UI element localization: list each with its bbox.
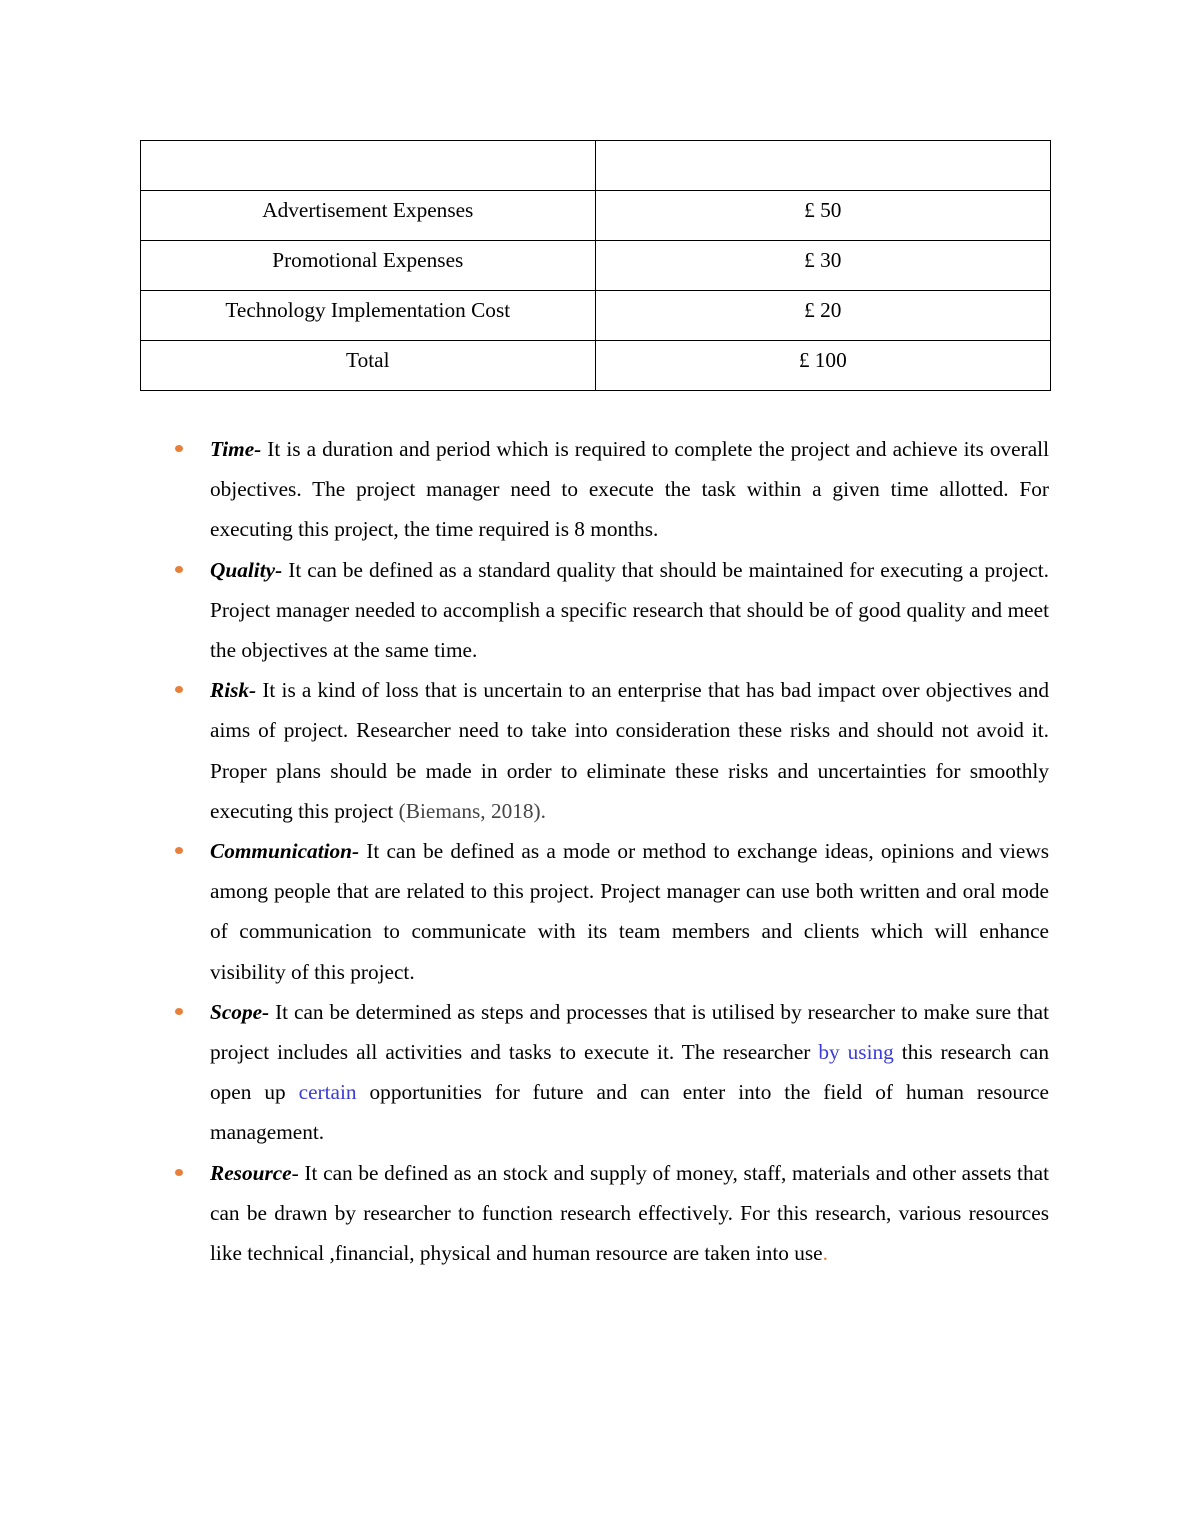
- citation: (Biemans, 2018).: [398, 798, 546, 823]
- bullet-icon: [175, 1169, 183, 1176]
- table-cell: [595, 141, 1050, 191]
- item-text: this research can open up: [210, 1040, 1049, 1105]
- constraints-bullet-list: [210, 429, 1049, 1273]
- bullet-icon: [175, 566, 183, 573]
- term-label: Communication-: [210, 839, 360, 864]
- table-row: [141, 241, 1051, 291]
- bullet-icon: [175, 847, 183, 854]
- term-label: Quality-: [210, 557, 283, 582]
- table-cell-amount: £ 20: [595, 291, 1050, 341]
- list-item-resource: [210, 1153, 1049, 1274]
- table-cell-amount: £ 30: [595, 241, 1050, 291]
- item-text: opportunities for future and can enter into the field of human resource management.: [210, 1080, 1050, 1145]
- table-cell-item: Total: [141, 341, 596, 391]
- highlighted-text: by using: [818, 1040, 894, 1065]
- end-mark: .: [822, 1241, 828, 1266]
- table-cell-item: Advertisement Expenses: [141, 191, 596, 241]
- list-item-quality: [210, 550, 1049, 671]
- list-item-risk: [210, 670, 1049, 831]
- item-text: It is a duration and period which is required to complete the project and achieve its overall objectives. The project manager need to execute the task within a given time allotted. For executing this project, the time required is 8 months.: [210, 437, 1049, 542]
- table-cell-item: Promotional Expenses: [141, 241, 596, 291]
- bullet-icon: [175, 686, 183, 693]
- table-cell-item: Technology Implementation Cost: [141, 291, 596, 341]
- bullet-icon: [175, 1008, 183, 1015]
- highlighted-text: certain: [298, 1080, 357, 1105]
- table-row-total: [141, 341, 1051, 391]
- item-text: It can be determined as steps and processes that is utilised by researcher to make sure that project includes all activities and tasks to execute it. The researcher: [210, 999, 1049, 1065]
- table-header-row: [141, 141, 1051, 191]
- item-text: - It can be defined as an stock and supply of money, staff, materials and other assets that can be drawn by researcher to function research effectively. For this research, various resources like technical ,financial, physical and human resource are taken into use: [210, 1160, 1049, 1266]
- table-cell: [141, 141, 596, 191]
- table-cell-amount: £ 50: [595, 191, 1050, 241]
- table-cell-amount: £ 100: [595, 341, 1050, 391]
- table-row: [141, 191, 1051, 241]
- cost-table: [140, 140, 1051, 391]
- bullet-icon: [175, 445, 183, 452]
- item-text: It can be defined as a standard quality that should be maintained for executing a project. Project manager needed to accomplish a specific research that should be of good quality and meet the objectives at the same time.: [210, 557, 1049, 663]
- item-text: It is a kind of loss that is uncertain to an enterprise that has bad impact over objectives and aims of project. Researcher need to take into consideration these risks and should not avoid it. Proper plans should be made in order to eliminate these risks and uncertainties for smoothly executing this project: [210, 678, 1049, 823]
- term-label: Scope-: [210, 999, 270, 1024]
- table-row: [141, 291, 1051, 341]
- term-label: Risk-: [210, 678, 257, 703]
- item-text: It can be defined as a mode or method to exchange ideas, opinions and views among people that are related to this project. Project manager can use both written and oral mode of communication to communicate with its team members and clients which will enhance visibility of this project.: [210, 839, 1049, 984]
- list-item-scope: [210, 992, 1049, 1153]
- term-label: Resource: [210, 1160, 292, 1185]
- list-item-time: [210, 429, 1049, 550]
- term-label: Time-: [210, 437, 262, 461]
- list-item-communication: [210, 831, 1049, 992]
